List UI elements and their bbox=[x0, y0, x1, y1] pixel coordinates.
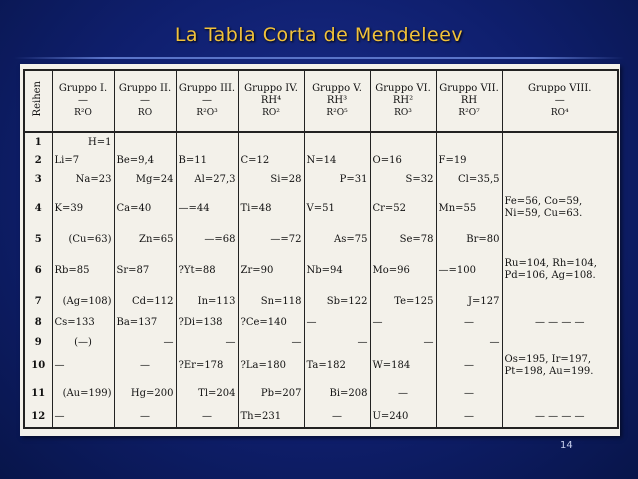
row-number: 3 bbox=[24, 170, 52, 189]
element-cell: Al=27,3 bbox=[176, 170, 238, 189]
element-cell: O=16 bbox=[370, 151, 436, 170]
element-cell bbox=[114, 132, 176, 151]
group-header-7 bbox=[436, 70, 502, 132]
group-header-3 bbox=[176, 70, 238, 132]
element-cell: — bbox=[176, 406, 238, 428]
element-cell: —=100 bbox=[436, 251, 502, 289]
element-cell: — bbox=[436, 380, 502, 406]
element-cell: Cs=133 bbox=[52, 313, 114, 332]
group-oxide: R²O⁷ bbox=[458, 108, 480, 118]
element-cell bbox=[176, 132, 238, 151]
element-cell: Cl=35,5 bbox=[436, 170, 502, 189]
group-hydride: — bbox=[202, 95, 212, 106]
element-cell: Os=195, Ir=197, Pt=198, Au=199. bbox=[502, 352, 618, 381]
element-cell: P=31 bbox=[304, 170, 370, 189]
group-oxide: RO³ bbox=[394, 108, 412, 118]
element-cell: N=14 bbox=[304, 151, 370, 170]
group-header-1 bbox=[52, 70, 114, 132]
element-cell: Na=23 bbox=[52, 170, 114, 189]
group-hydride: — bbox=[78, 95, 88, 106]
group-name: Gruppo II. bbox=[118, 83, 172, 94]
element-cell: S=32 bbox=[370, 170, 436, 189]
element-cell bbox=[502, 227, 618, 251]
group-header-8 bbox=[502, 70, 618, 132]
element-cell bbox=[238, 132, 304, 151]
element-cell: — bbox=[370, 380, 436, 406]
group-hydride: — bbox=[140, 95, 150, 106]
group-hydride: — bbox=[554, 95, 565, 106]
element-cell: K=39 bbox=[52, 189, 114, 227]
element-cell: V=51 bbox=[304, 189, 370, 227]
element-cell: Ti=48 bbox=[238, 189, 304, 227]
element-cell: — bbox=[304, 332, 370, 351]
element-cell: Th=231 bbox=[238, 406, 304, 428]
reihen-label: Reihen bbox=[32, 81, 44, 117]
title-divider bbox=[14, 57, 624, 59]
element-cell bbox=[436, 132, 502, 151]
element-cell bbox=[502, 290, 618, 314]
row-number: 11 bbox=[24, 380, 52, 406]
reihen-header bbox=[24, 70, 52, 132]
element-cell: ?Ce=140 bbox=[238, 313, 304, 332]
mendeleev-table-image bbox=[20, 64, 620, 436]
element-cell: As=75 bbox=[304, 227, 370, 251]
element-cell: — bbox=[370, 313, 436, 332]
element-cell: Sr=87 bbox=[114, 251, 176, 289]
group-oxide: R²O bbox=[74, 108, 92, 118]
element-cell: Sb=122 bbox=[304, 290, 370, 314]
page-number: 14 bbox=[560, 440, 573, 451]
group-header-2 bbox=[114, 70, 176, 132]
group-name: Gruppo VII. bbox=[439, 83, 499, 94]
table-row bbox=[24, 332, 618, 351]
element-cell: Ta=182 bbox=[304, 352, 370, 381]
element-cell: Ba=137 bbox=[114, 313, 176, 332]
group-hydride: RH³ bbox=[326, 95, 348, 106]
group-name: Gruppo I. bbox=[58, 83, 108, 94]
element-cell: —=68 bbox=[176, 227, 238, 251]
element-cell bbox=[370, 132, 436, 151]
element-cell: Cr=52 bbox=[370, 189, 436, 227]
element-cell: — bbox=[436, 406, 502, 428]
element-cell: Be=9,4 bbox=[114, 151, 176, 170]
table-row bbox=[24, 352, 618, 381]
periodic-table bbox=[23, 69, 619, 429]
group-hydride: RH⁴ bbox=[260, 95, 282, 106]
element-cell: (Ag=108) bbox=[52, 290, 114, 314]
element-cell: — — — — bbox=[502, 406, 618, 428]
group-header-5 bbox=[304, 70, 370, 132]
element-cell: Hg=200 bbox=[114, 380, 176, 406]
element-cell: Rb=85 bbox=[52, 251, 114, 289]
header-row bbox=[24, 70, 618, 132]
element-cell: ?Er=178 bbox=[176, 352, 238, 381]
element-cell: J=127 bbox=[436, 290, 502, 314]
element-cell: Ru=104, Rh=104, Pd=106, Ag=108. bbox=[502, 251, 618, 289]
table-row bbox=[24, 406, 618, 428]
element-cell bbox=[502, 332, 618, 351]
row-number: 7 bbox=[24, 290, 52, 314]
element-cell: (—) bbox=[52, 332, 114, 351]
element-cell: — bbox=[436, 313, 502, 332]
row-number: 5 bbox=[24, 227, 52, 251]
element-cell bbox=[502, 170, 618, 189]
element-cell: Tl=204 bbox=[176, 380, 238, 406]
element-cell: — bbox=[114, 352, 176, 381]
element-cell: Zn=65 bbox=[114, 227, 176, 251]
element-cell bbox=[502, 151, 618, 170]
element-cell: H=1 bbox=[52, 132, 114, 151]
element-cell: — bbox=[114, 406, 176, 428]
element-cell: U=240 bbox=[370, 406, 436, 428]
table-row bbox=[24, 189, 618, 227]
element-cell: ?La=180 bbox=[238, 352, 304, 381]
element-cell bbox=[502, 380, 618, 406]
element-cell: Te=125 bbox=[370, 290, 436, 314]
element-cell: B=11 bbox=[176, 151, 238, 170]
element-cell: — bbox=[436, 332, 502, 351]
element-cell bbox=[304, 132, 370, 151]
element-cell: Mg=24 bbox=[114, 170, 176, 189]
element-cell: W=184 bbox=[370, 352, 436, 381]
element-cell: — bbox=[370, 332, 436, 351]
element-cell bbox=[502, 132, 618, 151]
element-cell: ?Yt=88 bbox=[176, 251, 238, 289]
row-number: 1 bbox=[24, 132, 52, 151]
element-cell: Mo=96 bbox=[370, 251, 436, 289]
group-oxide: RO bbox=[137, 108, 153, 118]
row-number: 8 bbox=[24, 313, 52, 332]
element-cell: — bbox=[114, 332, 176, 351]
element-cell: — bbox=[52, 406, 114, 428]
row-number: 10 bbox=[24, 352, 52, 381]
element-cell: — bbox=[304, 406, 370, 428]
element-cell: Sn=118 bbox=[238, 290, 304, 314]
table-row bbox=[24, 132, 618, 151]
group-header-4 bbox=[238, 70, 304, 132]
table-row bbox=[24, 170, 618, 189]
table-row bbox=[24, 313, 618, 332]
group-name: Gruppo VIII. bbox=[528, 83, 592, 94]
element-cell: — bbox=[176, 332, 238, 351]
element-cell: — bbox=[304, 313, 370, 332]
element-cell: ?Di=138 bbox=[176, 313, 238, 332]
element-cell: Mn=55 bbox=[436, 189, 502, 227]
table-row bbox=[24, 290, 618, 314]
element-cell: Zr=90 bbox=[238, 251, 304, 289]
row-number: 9 bbox=[24, 332, 52, 351]
group-name: Gruppo VI. bbox=[375, 83, 431, 94]
element-cell: Li=7 bbox=[52, 151, 114, 170]
group-name: Gruppo V. bbox=[312, 83, 362, 94]
row-number: 2 bbox=[24, 151, 52, 170]
element-cell: —=44 bbox=[176, 189, 238, 227]
element-cell: Bi=208 bbox=[304, 380, 370, 406]
table-row bbox=[24, 151, 618, 170]
element-cell: F=19 bbox=[436, 151, 502, 170]
element-cell: — bbox=[436, 352, 502, 381]
slide-title: La Tabla Corta de Mendeleev bbox=[174, 24, 464, 46]
element-cell: Nb=94 bbox=[304, 251, 370, 289]
element-cell: Cd=112 bbox=[114, 290, 176, 314]
element-cell: Se=78 bbox=[370, 227, 436, 251]
element-cell: In=113 bbox=[176, 290, 238, 314]
table-row bbox=[24, 227, 618, 251]
group-oxide: RO² bbox=[262, 108, 280, 118]
group-oxide: RO⁴ bbox=[550, 108, 569, 118]
group-name: Gruppo III. bbox=[178, 83, 236, 94]
element-cell: (Au=199) bbox=[52, 380, 114, 406]
element-cell: Ca=40 bbox=[114, 189, 176, 227]
table-row bbox=[24, 251, 618, 289]
row-number: 4 bbox=[24, 189, 52, 227]
element-cell: Fe=56, Co=59, Ni=59, Cu=63. bbox=[502, 189, 618, 227]
group-name: Gruppo IV. bbox=[244, 83, 298, 94]
group-hydride: RH² bbox=[392, 95, 414, 106]
row-number: 12 bbox=[24, 406, 52, 428]
element-cell: Br=80 bbox=[436, 227, 502, 251]
row-number: 6 bbox=[24, 251, 52, 289]
element-cell: —=72 bbox=[238, 227, 304, 251]
table-row bbox=[24, 380, 618, 406]
element-cell: Si=28 bbox=[238, 170, 304, 189]
group-oxide: R²O³ bbox=[196, 108, 218, 118]
element-cell: — — — — bbox=[502, 313, 618, 332]
element-cell: Pb=207 bbox=[238, 380, 304, 406]
element-cell: C=12 bbox=[238, 151, 304, 170]
element-cell: — bbox=[52, 352, 114, 381]
element-cell: — bbox=[238, 332, 304, 351]
element-cell: (Cu=63) bbox=[52, 227, 114, 251]
group-hydride: RH bbox=[460, 95, 478, 106]
group-oxide: R²O⁵ bbox=[326, 108, 348, 118]
group-header-6 bbox=[370, 70, 436, 132]
